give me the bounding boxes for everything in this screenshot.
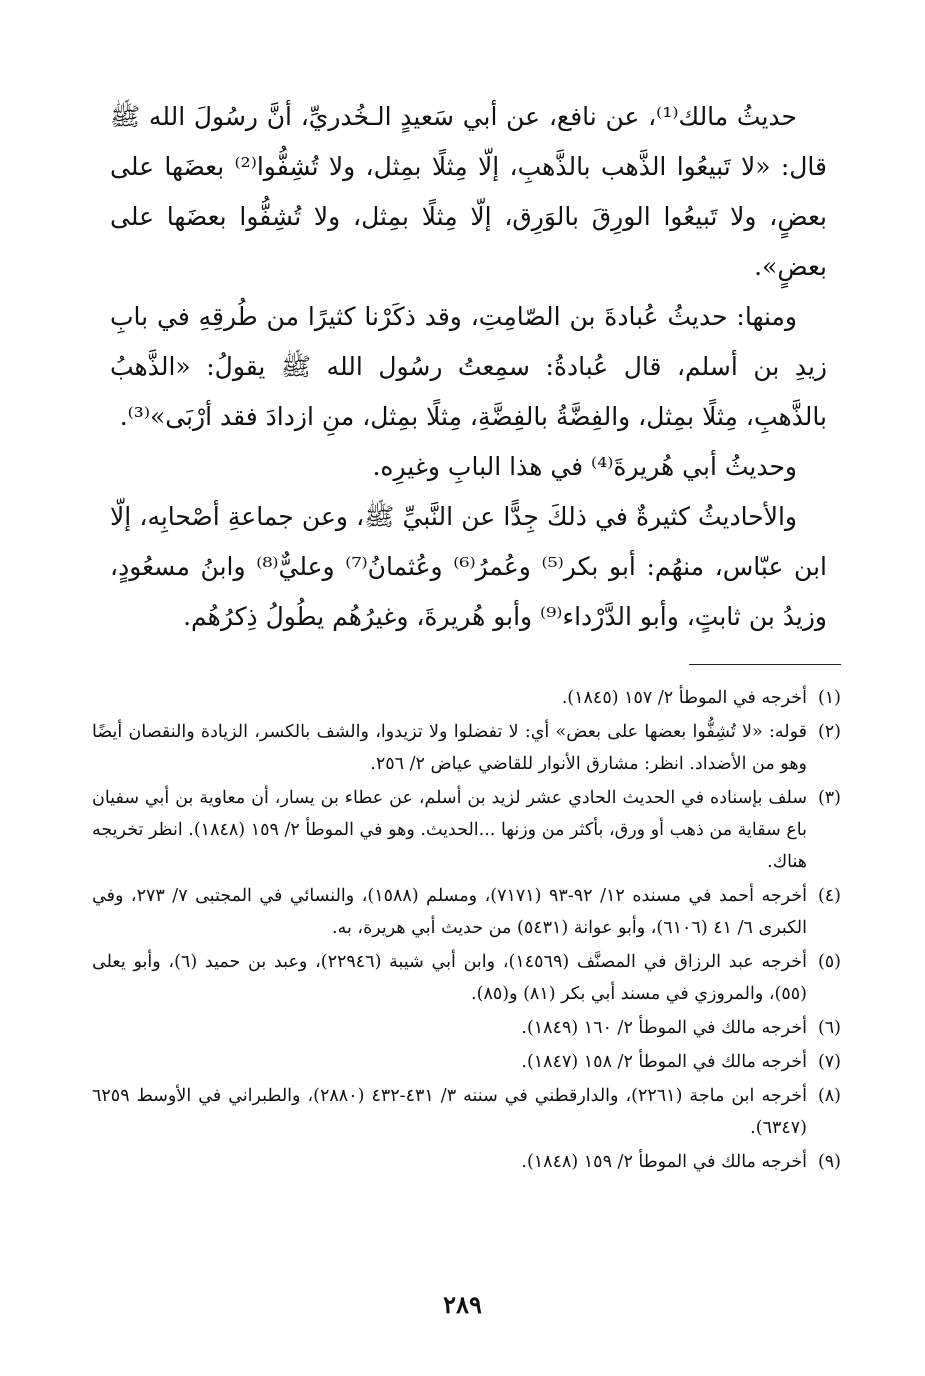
footnote-text: أخرجه ابن ماجة (٢٢٦١)، والدارقطني في سننه ٣/ ٤٣١-٤٣٢ (٢٨٨٠)، والطبراني في الأوسط ٦٢٥٩ (٦٣٤٧). xyxy=(92,1086,807,1138)
footnote-number: (٩) xyxy=(817,1152,841,1172)
paragraph: والأحاديثُ كثيرةٌ في ذلكَ جِدًّا عن النَّبيِّ ﷺ، وعن جماعةِ أصْحابِه، إلّا ابن عبّاس، منهُم: أبو بكر⁽⁵⁾ وعُمرُ⁽⁶⁾ وعُثمانُ⁽⁷⁾ وعليٌّ⁽⁸⁾ وابنُ مسعُودٍ، وزيدُ بن ثابتٍ، وأبو الدَّرْداء⁽⁹⁾ وأبو هُريرةَ، وغيرُهُم يطُولُ ذِكرُهُم. xyxy=(110,502,827,631)
footnote xyxy=(92,716,841,780)
footnote xyxy=(92,1080,841,1144)
paragraph: ومنها: حديثُ عُبادةَ بن الصّامِتِ، وقد ذكَرْنا كثيرًا من طُرقِهِ في بابِ زيدِ بن أسلم، قال عُبادةُ: سمِعتُ رسُول الله ﷺ يقولُ: «الذَّهبُ بالذَّهبِ، مِثلًا بمِثل، والفِضَّةُ بالفِضَّةِ، مِثلًا بمِثل، منِ ازدادَ فقد أرْبَى»⁽³⁾. xyxy=(110,302,827,431)
footnote-number: (٣) xyxy=(817,788,841,808)
main-text xyxy=(110,92,827,642)
footnote-text: أخرجه مالك في الموطأ ٢/ ١٥٨ (١٨٤٧). xyxy=(521,1052,807,1072)
footnote-text: قوله: «لا تُشِفُّوا بعضها على بعض» أي: لا تفضلوا ولا تزيدوا، والشف بالكسر، الزيادة والنقصان أيضًا وهو من الأضداد. انظر: مشارق الأنوار للقاضي عياض ٢/ ٢٥٦. xyxy=(92,722,807,774)
footnote-separator xyxy=(689,664,841,665)
footnote-number: (٢) xyxy=(817,722,841,742)
footnote xyxy=(92,880,841,944)
footnote-number: (٥) xyxy=(817,952,841,972)
footnotes xyxy=(92,682,841,1180)
paragraph: وحديثُ أبي هُريرةَ⁽⁴⁾ في هذا البابِ وغيرِه. xyxy=(372,452,797,481)
footnote xyxy=(92,682,841,714)
footnote-text: أخرجه مالك في الموطأ ٢/ ١٥٩ (١٨٤٨). xyxy=(521,1152,807,1172)
footnote-text: أخرجه عبد الرزاق في المصنَّف (١٤٥٦٩)، وابن أبي شيبة (٢٢٩٤٦)، وعبد بن حميد (٦)، وأبو يعلى (٥٥)، والمروزي في مسند أبي بكر (٨١) و(٨٥). xyxy=(92,952,807,1004)
footnote xyxy=(92,946,841,1010)
footnote-number: (٧) xyxy=(817,1052,841,1072)
footnote xyxy=(92,1146,841,1178)
footnote-number: (٨) xyxy=(817,1086,841,1106)
footnote-text: أخرجه أحمد في مسنده ١٢/ ٩٢-٩٣ (٧١٧١)، ومسلم (١٥٨٨)، والنسائي في المجتبى ٧/ ٢٧٣، وفي الكبرى ٦/ ٤١ (٦١٠٦)، وأبو عوانة (٥٤٣١) من حديث أبي هريرة، به. xyxy=(92,886,807,938)
page-number: ٢٨٩ xyxy=(443,1290,482,1319)
footnote-text: سلف بإسناده في الحديث الحادي عشر لزيد بن أسلم، عن عطاء بن يسار، أن معاوية بن أبي سفيان باع سقاية من ذهب أو ورق، بأكثر من وزنها ...الحديث. وهو في الموطأ ٢/ ١٥٩ (١٨٤٨). انظر تخريجه هناك. xyxy=(92,788,807,872)
footnote xyxy=(92,1012,841,1044)
footnote-number: (٤) xyxy=(817,886,841,906)
footnote xyxy=(92,1046,841,1078)
footnote xyxy=(92,782,841,878)
paragraph: حديثُ مالك⁽¹⁾، عن نافع، عن أبي سَعيدٍ الـخُدريِّ، أنَّ رسُولَ الله ﷺ قال: «لا تَبيعُوا الذَّهب بالذَّهبِ، إلّا مِثلًا بمِثل، ولا تُشِفُّوا⁽²⁾ بعضَها على بعضٍ، ولا تَبيعُوا الورِقَ بالوَرِق، إلّا مِثلًا بمِثل، ولا تُشِفُّوا بعضَها على بعضٍ». xyxy=(110,102,828,281)
footnote-number: (٦) xyxy=(817,1018,841,1038)
page-body xyxy=(110,92,827,642)
footnote-text: أخرجه مالك في الموطأ ٢/ ١٦٠ (١٨٤٩). xyxy=(521,1018,807,1038)
footnote-number: (١) xyxy=(817,688,841,708)
footnote-text: أخرجه في الموطأ ٢/ ١٥٧ (١٨٤٥). xyxy=(561,688,807,708)
